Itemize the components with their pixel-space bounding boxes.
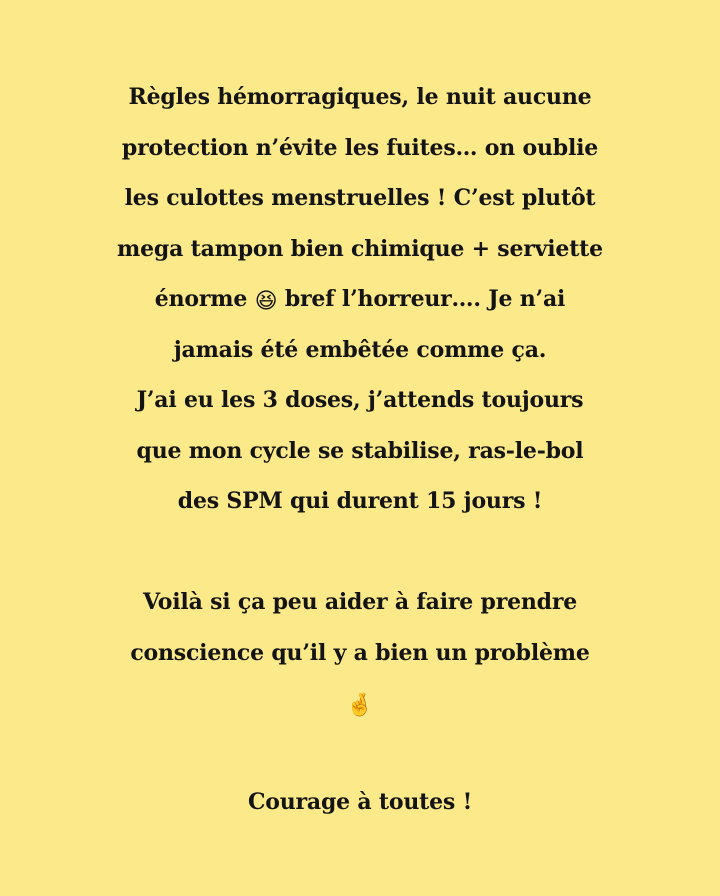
awareness-paragraph xyxy=(0,577,720,729)
grinning-squinting-face-icon: 😆 xyxy=(254,289,278,314)
text-segment: bref l’horreur…. Je n’ai xyxy=(284,286,566,312)
text-line xyxy=(0,274,720,325)
text-line: que mon cycle se stabilise, ras-le-bol xyxy=(136,437,584,464)
text-line: protection n’évite les fuites… on oublie xyxy=(121,134,599,161)
text-line: Voilà si ça peu aider à faire prendre xyxy=(142,589,578,615)
text-segment: énorme xyxy=(154,286,248,312)
crossed-fingers-icon: 🤞 xyxy=(346,693,374,718)
closing-line: Courage à toutes ! xyxy=(247,789,473,815)
text-line: conscience qu’il y a bien un problème xyxy=(130,639,590,666)
text-line: des SPM qui durent 15 jours ! xyxy=(177,488,543,514)
text-line xyxy=(0,678,720,729)
text-line: J’ai eu les 3 doses, j’attends toujours xyxy=(136,387,584,413)
text-line: jamais été embêtée comme ça. xyxy=(173,336,547,363)
text-line: mega tampon bien chimique + serviette xyxy=(117,235,603,262)
testimonial-paragraph xyxy=(0,72,720,527)
text-line: Règles hémorragiques, le nuit aucune xyxy=(128,84,592,110)
text-line: les culottes menstruelles ! C’est plutôt xyxy=(124,185,596,211)
closing-paragraph xyxy=(0,777,720,828)
